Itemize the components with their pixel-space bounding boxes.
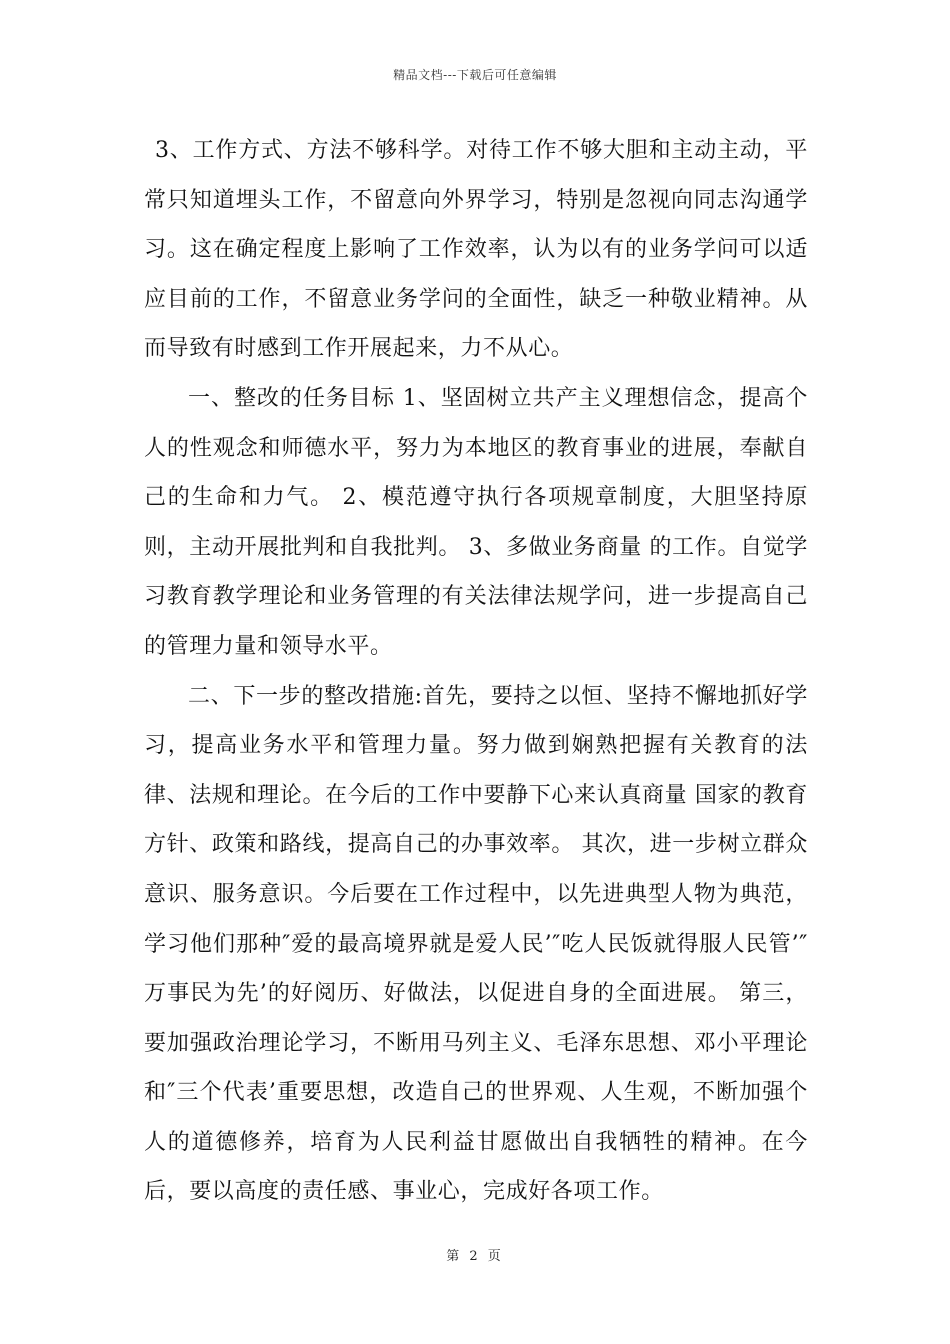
paragraph-rectification-goals: 一、整改的任务目标 1、坚固树立共产主义理想信念，提高个人的性观念和师德水平，努力为本地区的教育事业的进展，奉献自己的生命和力气。 2、模范遵守执行各项规章制度，大胆坚持原则，主动开展批判和自我批判。 3、多做业务商量 的工作。自觉学习教育教学理论和业务管理的有关法律法规学问，进一步提高自己的管理力量和领导水平。 [144,385,808,659]
paragraph-next-measures: 二、下一步的整改措施:首先，要持之以恒、坚持不懈地抓好学习，提高业务水平和管理力量。努力做到娴熟把握有关教育的法律、法规和理论。在今后的工作中要静下心来认真商量 国家的教育方针、政策和路线，提高自己的办事效率。 其次，进一步树立群众意识、服务意识。今后要在工作过程中，以先进典型人物为典范，学习他们那种″爱的最高境界就是爱人民’″吃人民饭就得服人民管’″万事民为先’的好阅历、好做法，以促进自身的全面进展。 第三，要加强政治理论学习，不断用马列主义、毛泽东思想、邓小平理论和″三个代表’重要思想，改造自己的世界观、人生观，不断加强个人的道德修养，培育为人民利益甘愿做出自我牺牲的精神。在今后，要以高度的责任感、事业心，完成好各项工作。 [144,683,808,1205]
page-header: 精品文档---下载后可任意编辑 [393,68,557,82]
document-body [144,126,808,1217]
page-number: 第 2 页 [446,1249,504,1264]
paragraph-work-methods: 3、工作方式、方法不够科学。对待工作不够大胆和主动主动，平常只知道埋头工作，不留意向外界学习，特别是忽视向同志沟通学习。这在确定程度上影响了工作效率，认为以有的业务学问可以适应目前的工作，不留意业务学问的全面性，缺乏一种敬业精神。从而导致有时感到工作开展起来，力不从心。 [144,138,808,362]
